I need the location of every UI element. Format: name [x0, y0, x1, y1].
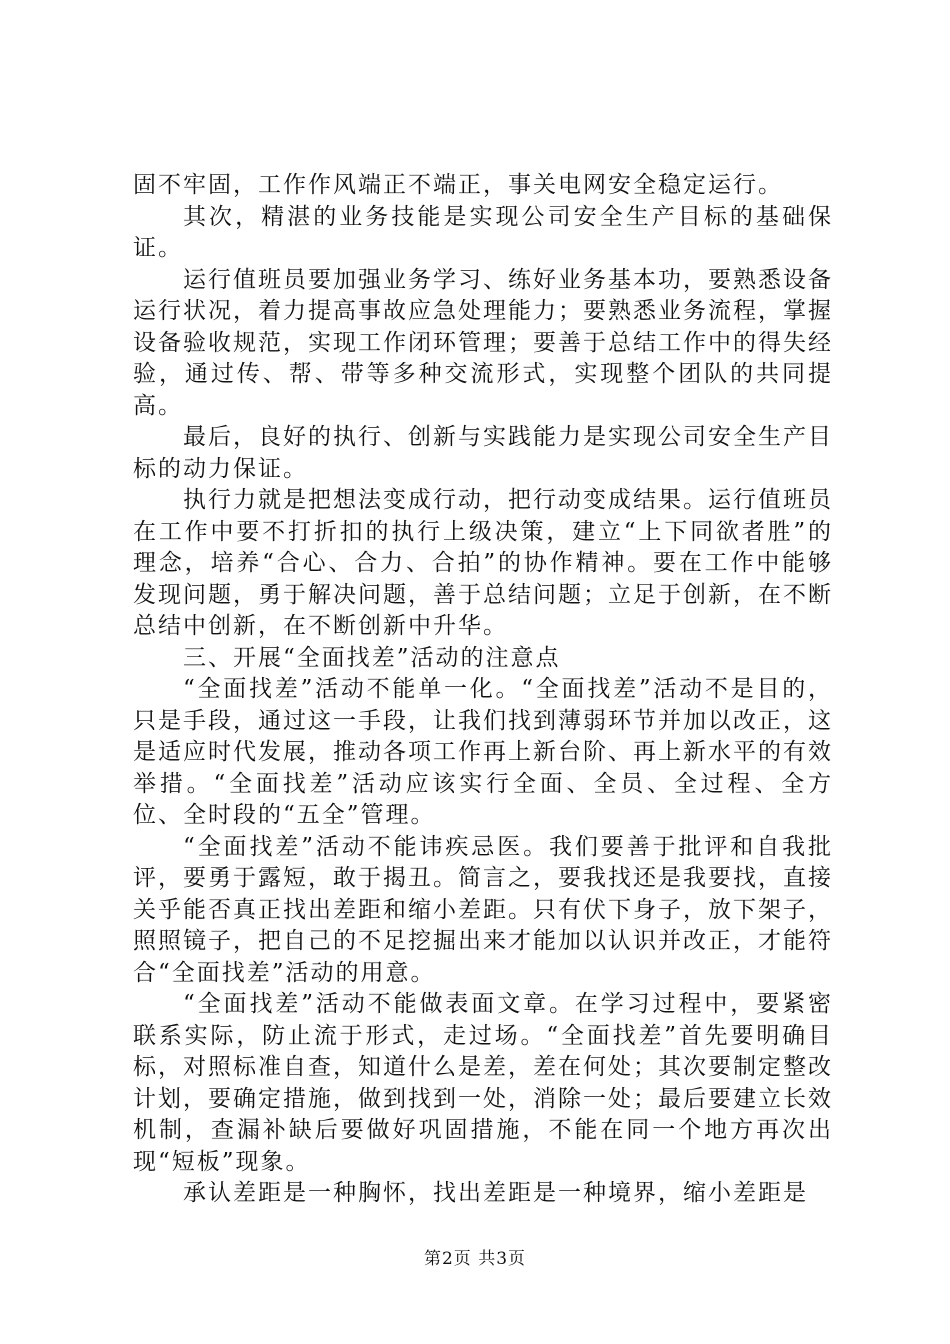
page-number-footer: 第2页 共3页: [423, 1249, 527, 1269]
paragraph-skills: 运行值班员要加强业务学习、练好业务基本功，要熟悉设备运行状况，着力提高事故应急处理能力；要熟悉业务流程，掌握设备验收规范，实现工作闭环管理；要善于总结工作中的得失经验，通过传、帮、带等多种交流形式，实现整个团队的共同提高。: [133, 266, 833, 419]
paragraph-continuation: 固不牢固，工作作风端正不端正，事关电网安全稳定运行。: [133, 172, 783, 198]
paragraph-last-point: 最后，良好的执行、创新与实践能力是实现公司安全生产目标的动力保证。: [133, 424, 833, 482]
paragraph-not-single: “全面找差”活动不能单一化。“全面找差”活动不是目的，只是手段，通过这一手段，让我们找到薄弱环节并加以改正，这是适应时代发展，推动各项工作再上新台阶、再上新水平的有效举措。“全面找差”活动应该实行全面、全员、全过程、全方位、全时段的“五全”管理。: [133, 676, 833, 828]
paragraph-second-point: 其次，精湛的业务技能是实现公司安全生产目标的基础保证。: [133, 203, 833, 261]
paragraph-no-surface: “全面找差”活动不能做表面文章。在学习过程中，要紧密联系实际，防止流于形式，走过场。“全面找差”首先要明确目标，对照标准自查，知道什么是差，差在何处；其次要制定整改计划，要确定措施，做到找到一处，消除一处；最后要建立长效机制，查漏补缺后要做好巩固措施，不能在同一个地方再次出现“短板”现象。: [133, 991, 833, 1175]
section-heading: 三、开展“全面找差”活动的注意点: [183, 644, 561, 671]
paragraph-closing: 承认差距是一种胸怀，找出差距是一种境界，缩小差距是: [183, 1180, 808, 1206]
paragraph-execution: 执行力就是把想法变成行动，把行动变成结果。运行值班员在工作中要不打折扣的执行上级决策，建立“上下同欲者胜”的理念，培养“合心、合力、合拍”的协作精神。要在工作中能够发现问题，勇于解决问题，善于总结问题；立足于创新，在不断总结中创新，在不断创新中升华。: [133, 487, 833, 639]
paragraph-no-avoid: “全面找差”活动不能讳疾忌医。我们要善于批评和自我批评，要勇于露短，敢于揭丑。简言之，要我找还是我要找，直接关乎能否真正找出差距和缩小差距。只有伏下身子，放下架子，照照镜子，把自己的不足挖掘出来才能加以认识并改正，才能符合“全面找差”活动的用意。: [133, 833, 833, 986]
document-body: [133, 170, 833, 1210]
